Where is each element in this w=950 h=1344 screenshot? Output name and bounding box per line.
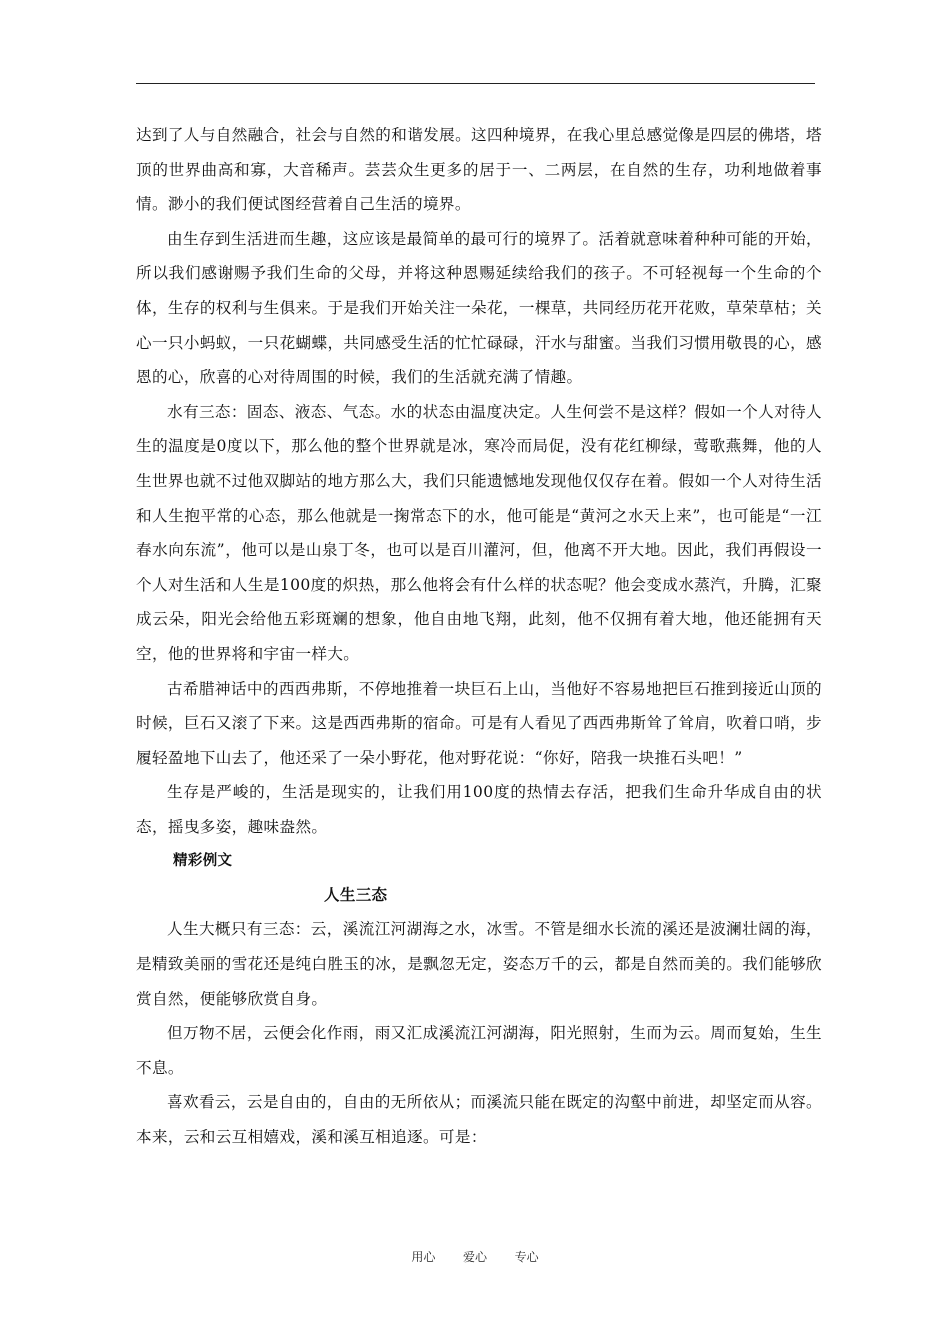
paragraph: 水有三态：固态、液态、气态。水的状态由温度决定。人生何尝不是这样？假如一个人对待人生的温度是0度以下，那么他的整个世界就是冰，寒冷而局促，没有花红柳绿，莺歌燕舞，他的人生世界也就不过他双脚站的地方那么大，我们只能遗憾地发现他仅仅存在着。假如一个人对待生活和人生抱平常的心态，那么他就是一掬常态下的水，他可能是“黄河之水天上来”，也可能是“一江春水向东流”，他可以是山泉丁冬，也可以是百川灌河，但，他离不开大地。因此，我们再假设一个人对生活和人生是100度的炽热，那么他将会有什么样的状态呢？他会变成水蒸汽，升腾，汇聚成云朵，阳光会给他五彩斑斓的想象，他自由地飞翔，此刻，他不仅拥有着大地，他还能拥有天空，他的世界将和宇宙一样大。 bbox=[136, 402, 822, 663]
essay-paragraph: 人生大概只有三态：云，溪流江河湖海之水，冰雪。不管是细水长流的溪还是波澜壮阔的海，是精致美丽的雪花还是纯白胜玉的冰，是飘忽无定，姿态万千的云，都是自然而美的。我们能够欣赏自然，便能够欣赏自身。 bbox=[136, 920, 822, 1008]
document-body bbox=[136, 118, 822, 1155]
paragraph: 达到了人与自然融合，社会与自然的和谐发展。这四种境界，在我心里总感觉像是四层的佛塔，塔顶的世界曲高和寡，大音稀声。芸芸众生更多的居于一、二两层，在自然的生存，功利地做着事情。渺小的我们便试图经营着自己生活的境界。 bbox=[136, 126, 822, 214]
paragraph: 由生存到生活进而生趣，这应该是最简单的最可行的境界了。活着就意味着种种可能的开始，所以我们感谢赐予我们生命的父母，并将这种恩赐延续给我们的孩子。不可轻视每一个生命的个体，生存的权利与生俱来。于是我们开始关注一朵花，一棵草，共同经历花开花败，草荣草枯；关心一只小蚂蚁，一只花蝴蝶，共同感受生活的忙忙碌碌，汗水与甜蜜。当我们习惯用敬畏的心，感恩的心，欣喜的心对待周围的时候，我们的生活就充满了情趣。 bbox=[136, 229, 822, 387]
essay-paragraph: 喜欢看云，云是自由的，自由的无所依从；而溪流只能在既定的沟壑中前进，却坚定而从容。本来，云和云互相嬉戏，溪和溪互相追逐。可是： bbox=[136, 1093, 822, 1147]
essay-title: 人生三态 bbox=[324, 886, 388, 905]
paragraph: 古希腊神话中的西西弗斯，不停地推着一块巨石上山，当他好不容易地把巨石推到接近山顶的时候，巨石又滚了下来。这是西西弗斯的宿命。可是有人看见了西西弗斯耸了耸肩，吹着口哨，步履轻盈地下山去了，他还采了一朵小野花，他对野花说：“你好，陪我一块推石头吧！” bbox=[136, 679, 822, 767]
page-footer: 用心 爱心 专心 bbox=[411, 1250, 539, 1264]
paragraph: 生存是严峻的，生活是现实的，让我们用100度的热情去存活，把我们生命升华成自由的状态，摇曳多姿，趣味盎然。 bbox=[136, 783, 822, 836]
essay-paragraph: 但万物不居，云便会化作雨，雨又汇成溪流江河湖海，阳光照射，生而为云。周而复始，生生不息。 bbox=[136, 1024, 822, 1077]
section-label: 精彩例文 bbox=[173, 853, 233, 870]
header-rule bbox=[136, 83, 815, 84]
